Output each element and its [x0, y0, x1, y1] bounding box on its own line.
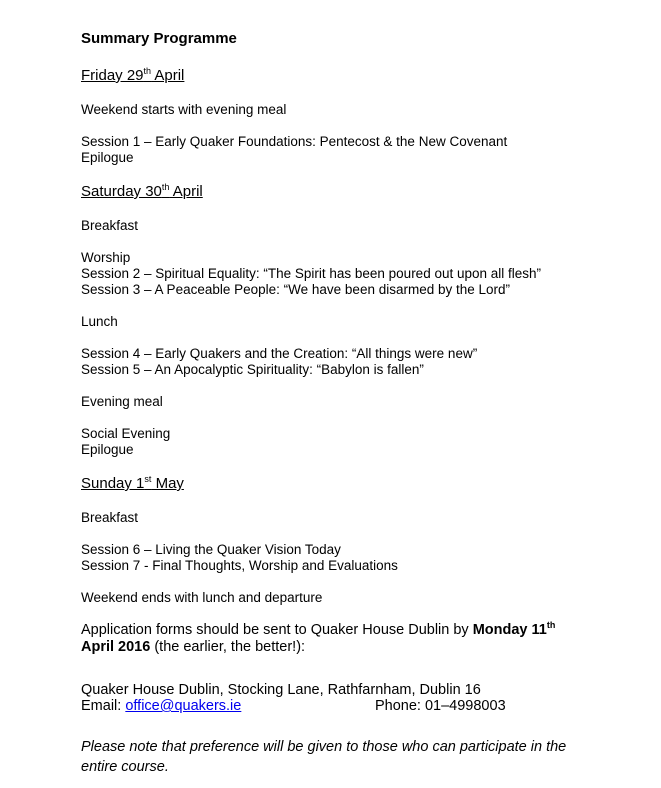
session-2: Session 2 – Spiritual Equality: “The Spirit has been poured out upon all flesh”: [81, 266, 542, 281]
ordinal-suffix-saturday: th: [161, 182, 170, 192]
saturday-morning-block: [81, 250, 581, 298]
ordinal-suffix-sunday: st: [144, 474, 152, 484]
friday-epilogue: Epilogue: [81, 150, 134, 165]
day-heading-friday: [81, 66, 581, 86]
day-heading-friday-month: April: [151, 67, 185, 84]
saturday-breakfast: Breakfast: [81, 218, 139, 233]
saturday-social-evening: Social Evening: [81, 426, 171, 441]
session-7: Session 7 - Final Thoughts, Worship and Evaluations: [81, 558, 398, 573]
saturday-afternoon-block: [81, 346, 581, 378]
email-label: Email:: [81, 698, 126, 714]
programme-content: [81, 30, 581, 777]
saturday-evening-meal: Evening meal: [81, 394, 163, 409]
sunday-sessions-block: [81, 542, 581, 574]
saturday-lunch: Lunch: [81, 314, 118, 329]
application-paragraph: [81, 622, 581, 655]
email-link[interactable]: office@quakers.ie: [125, 698, 242, 714]
saturday-worship: Worship: [81, 250, 131, 265]
sunday-breakfast: Breakfast: [81, 510, 139, 525]
participation-note: Please note that preference will be given to those who can participate in the entire course.: [81, 739, 567, 775]
day-heading-sunday: [81, 474, 581, 494]
session-3: Session 3 – A Peaceable People: “We have been disarmed by the Lord”: [81, 282, 511, 297]
contact-block: [81, 682, 581, 714]
day-heading-friday-text: Friday 29: [81, 67, 144, 84]
day-heading-sunday-month: May: [151, 475, 184, 492]
day-heading-sunday-text: Sunday 1: [81, 475, 145, 492]
saturday-evening-block: [81, 426, 581, 458]
session-1: Session 1 – Early Quaker Foundations: Pentecost & the New Covenant: [81, 134, 508, 149]
session-5: Session 5 – An Apocalyptic Spirituality: “Babylon is fallen”: [81, 362, 424, 377]
application-text-end: (the earlier, the better!):: [150, 638, 306, 655]
session-4: Session 4 – Early Quakers and the Creation: “All things were new”: [81, 346, 478, 361]
day-heading-saturday-month: April: [169, 183, 203, 200]
contact-address: Quaker House Dublin, Stocking Lane, Rathfarnham, Dublin 16: [81, 682, 481, 698]
friday-sessions-block: [81, 134, 581, 166]
application-deadline-day: Monday 11: [472, 622, 547, 638]
weekend-outro: Weekend ends with lunch and departure: [81, 590, 323, 605]
ordinal-suffix-friday: th: [143, 66, 152, 76]
session-6: Session 6 – Living the Quaker Vision Today: [81, 542, 341, 557]
application-deadline-date: April 2016: [81, 638, 151, 655]
contact-line: [81, 698, 581, 714]
day-heading-saturday-text: Saturday 30: [81, 183, 162, 200]
application-text: Application forms should be sent to Quaker House Dublin by: [81, 622, 473, 638]
saturday-epilogue: Epilogue: [81, 442, 134, 457]
application-deadline-ordinal: th: [546, 620, 556, 631]
day-heading-saturday: [81, 182, 581, 202]
document-title: Summary Programme: [81, 30, 237, 47]
friday-intro: Weekend starts with evening meal: [81, 102, 287, 117]
phone-text: Phone: 01–4998003: [375, 698, 506, 714]
